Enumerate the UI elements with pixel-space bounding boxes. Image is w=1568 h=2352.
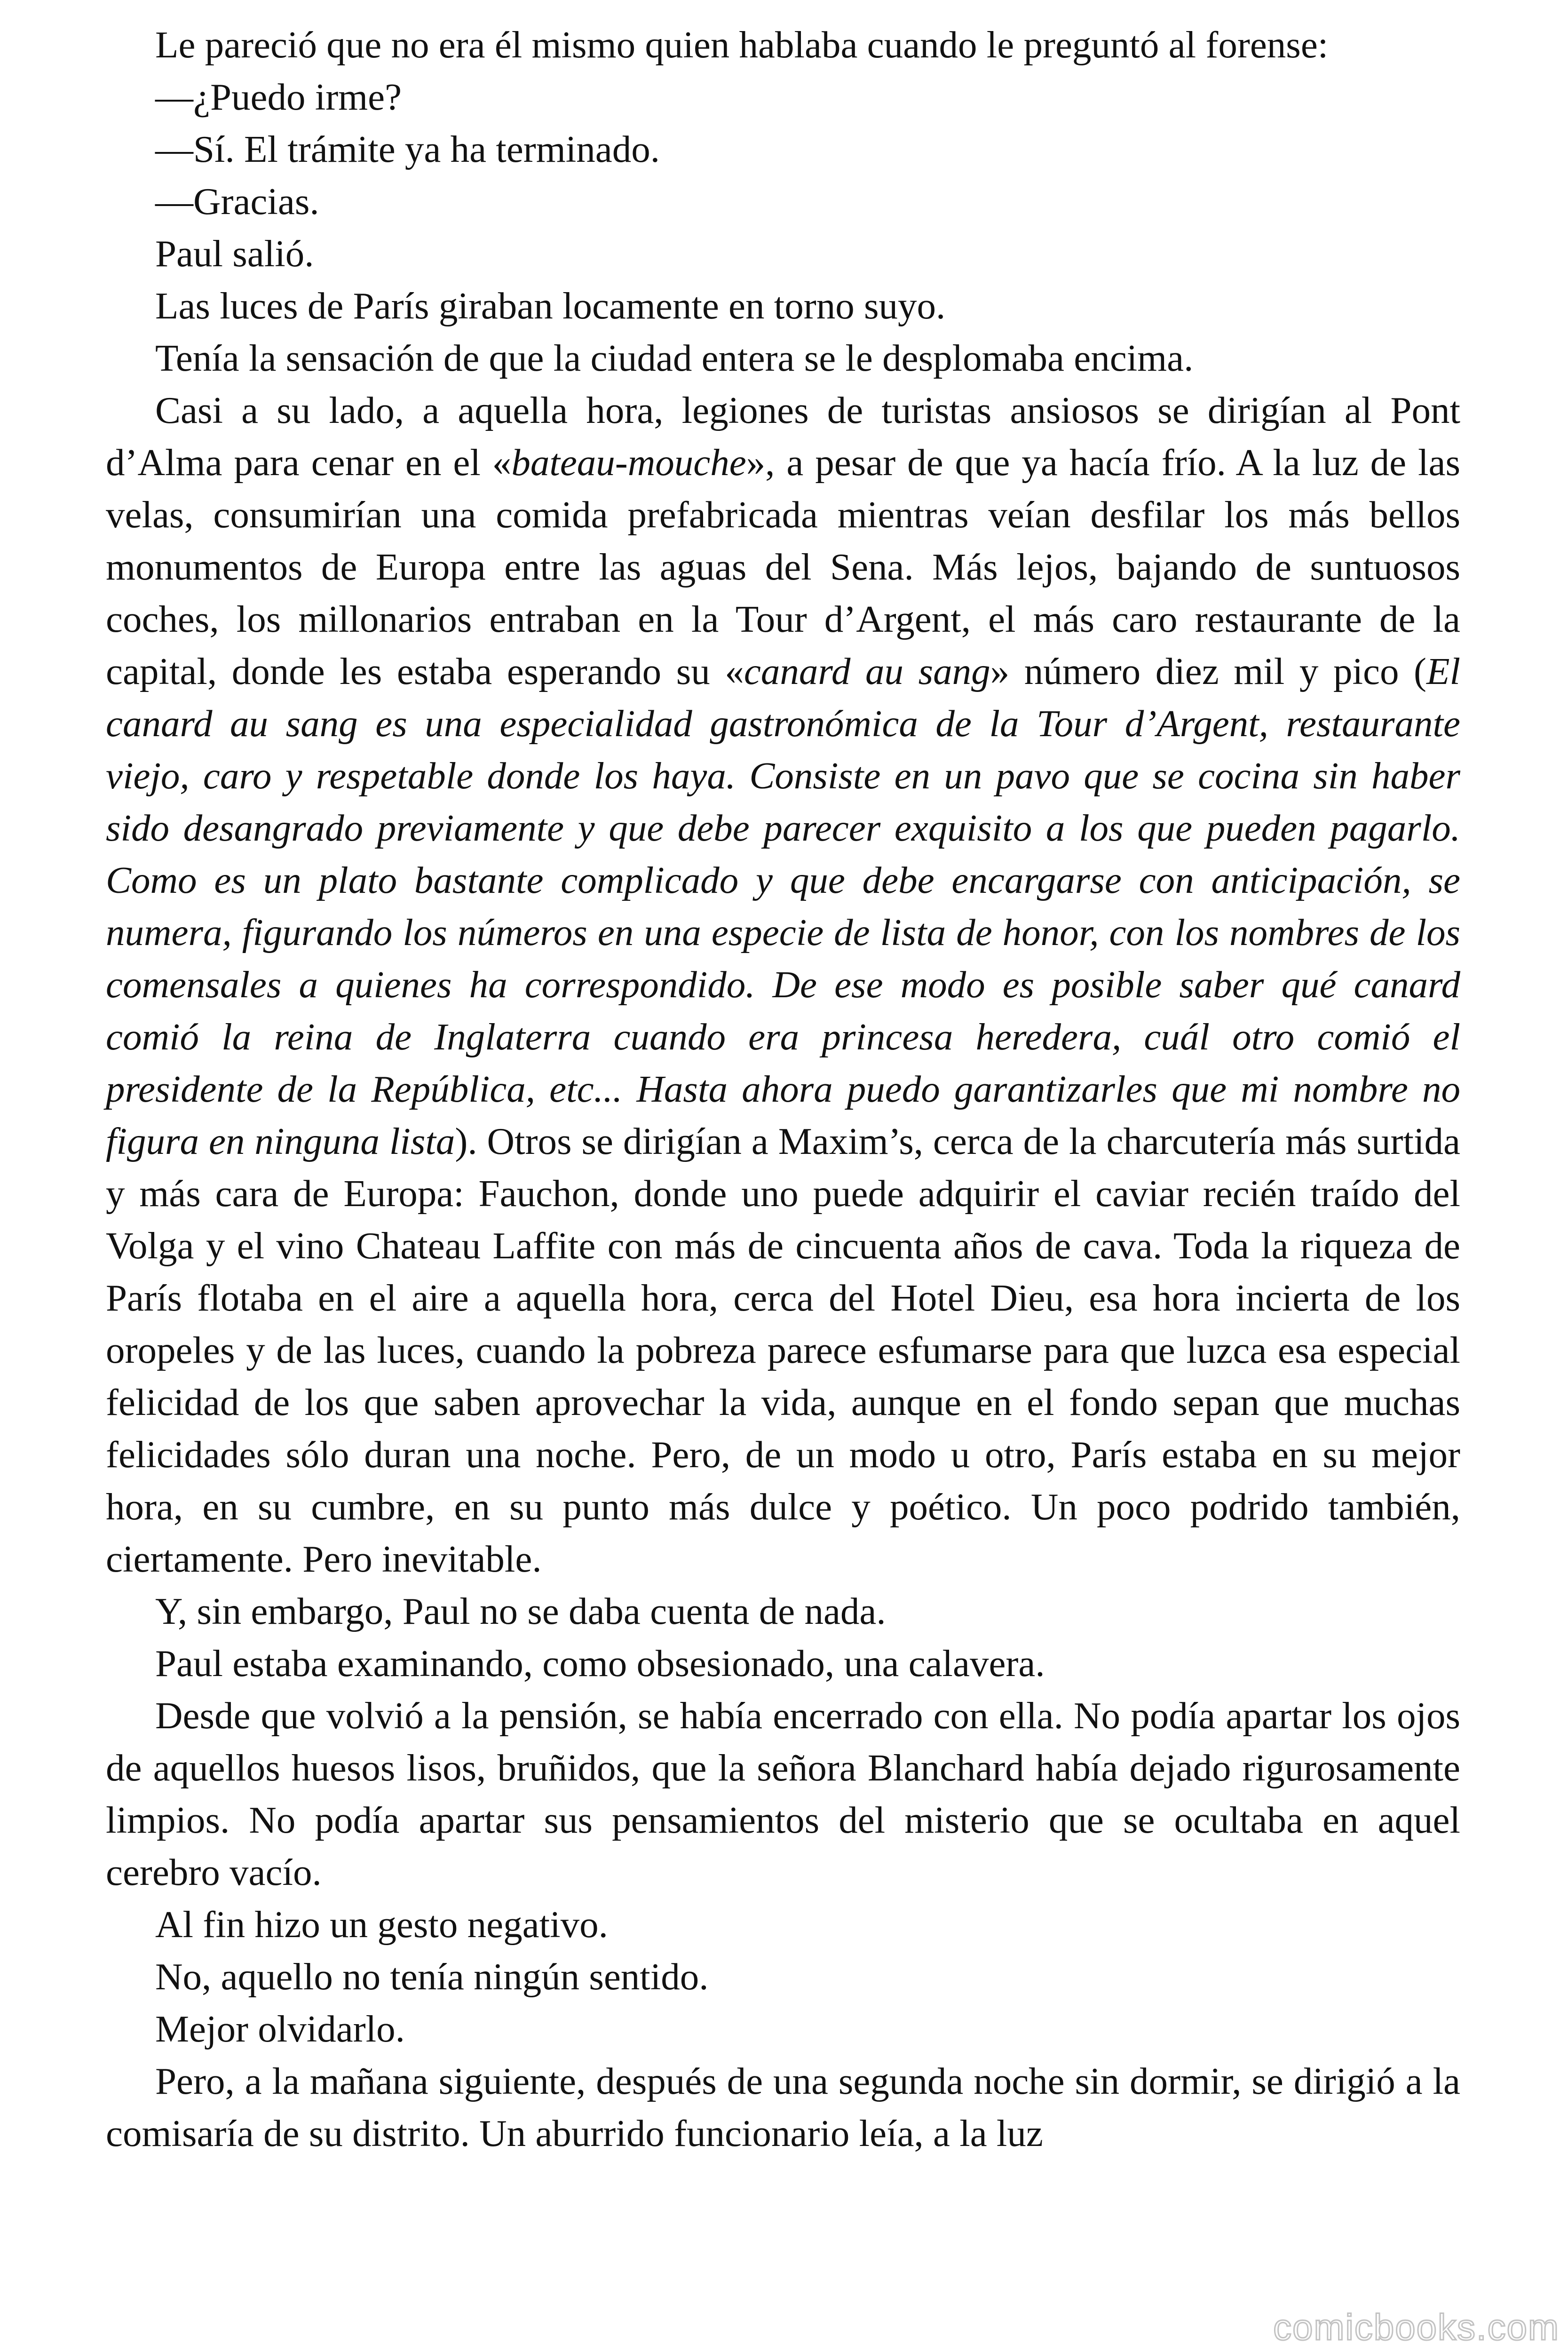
italic-text: canard au sang	[744, 650, 990, 692]
text-run: Mejor olvidarlo.	[155, 2008, 405, 2050]
text-run: », a pesar de que ya hacía frío. A la luz de las velas, consumirían una comida prefabricada mientras veían desfilar los más bellos monumentos de Europa entre las aguas del Sena. Más lejos, bajando de suntuosos coches, los millonarios entraban en la Tour d’Argent, el más caro restaurante de la capital, donde les estaba esperando su «	[106, 441, 1460, 692]
paragraph	[106, 2055, 1460, 2160]
text-run: Desde que volvió a la pensión, se había encerrado con ella. No podía apartar los ojos de aquellos huesos lisos, bruñidos, que la señora Blanchard había dejado rigurosamente limpios. No podía apartar sus pensamientos del misterio que se ocultaba en aquel cerebro vacío.	[106, 1694, 1460, 1893]
paragraph	[106, 1637, 1460, 1690]
paragraph	[106, 19, 1460, 71]
text-run: Al fin hizo un gesto negativo.	[155, 1903, 608, 1946]
text-run: Le pareció que no era él mismo quien hablaba cuando le preguntó al forense:	[155, 24, 1329, 66]
paragraph	[106, 384, 1460, 1585]
paragraph	[106, 1899, 1460, 1951]
paragraph	[106, 280, 1460, 332]
paragraph	[106, 1951, 1460, 2003]
text-run: No, aquello no tenía ningún sentido.	[155, 1955, 709, 1998]
text-run: Pero, a la mañana siguiente, después de una segunda noche sin dormir, se dirigió a la comisaría de su distrito. Un aburrido funcionario leía, a la luz	[106, 2060, 1460, 2154]
text-run: —¿Puedo irme?	[155, 76, 402, 118]
paragraph	[106, 1690, 1460, 1899]
text-run: Tenía la sensación de que la ciudad entera se le desplomaba encima.	[155, 337, 1194, 379]
watermark: comicbooks.com	[1273, 2306, 1560, 2348]
paragraph	[106, 123, 1460, 175]
text-run: Paul estaba examinando, como obsesionado, una calavera.	[155, 1642, 1045, 1685]
italic-text: bateau-mouche	[511, 441, 746, 484]
paragraph	[106, 228, 1460, 280]
page-text	[106, 19, 1460, 2160]
text-run: —Sí. El trámite ya ha terminado.	[155, 128, 660, 170]
text-run: ). Otros se dirigían a Maxim’s, cerca de la charcutería más surtida y más cara de Europa: Fauchon, donde uno puede adquirir el caviar recién traído del Volga y el vino Chateau Laffite con más de cincuenta años de cava. Toda la riqueza de París flotaba en el aire a aquella hora, cerca del Hotel Dieu, esa hora incierta de los oropeles y de las luces, cuando la pobreza parece esfumarse para que luzca esa especial felicidad de los que saben aprovechar la vida, aunque en el fondo sepan que muchas felicidades sólo duran una noche. Pero, de un modo u otro, París estaba en su mejor hora, en su cumbre, en su punto más dulce y poético. Un poco podrido también, ciertamente. Pero inevitable.	[106, 1120, 1460, 1580]
italic-text: El canard au sang es una especialidad gastronómica de la Tour d’Argent, restaurante viejo, caro y respetable donde los haya. Consiste en un pavo que se cocina sin haber sido desangrado previamente y que debe parecer exquisito a los que pueden pagarlo. Como es un plato bastante complicado y que debe encargarse con anticipación, se numera, figurando los números en una especie de lista de honor, con los nombres de los comensales a quienes ha correspondido. De ese modo es posible saber qué canard comió la reina de Inglaterra cuando era princesa heredera, cuál otro comió el presidente de la República, etc... Hasta ahora puedo garantizarles que mi nombre no figura en ninguna lista	[106, 650, 1460, 1162]
paragraph	[106, 2003, 1460, 2055]
paragraph	[106, 175, 1460, 228]
paragraph	[106, 332, 1460, 384]
text-run: —Gracias.	[155, 180, 319, 222]
text-run: » número diez mil y pico (	[990, 650, 1427, 692]
paragraph	[106, 71, 1460, 123]
text-run: Casi a su lado, a aquella hora, legiones de turistas ansiosos se dirigían al Pont d’Alma para cenar en el «	[106, 389, 1460, 484]
text-run: Paul salió.	[155, 232, 314, 275]
text-run: Y, sin embargo, Paul no se daba cuenta de nada.	[155, 1590, 886, 1632]
text-run: Las luces de París giraban locamente en torno suyo.	[155, 285, 946, 327]
paragraph	[106, 1585, 1460, 1637]
